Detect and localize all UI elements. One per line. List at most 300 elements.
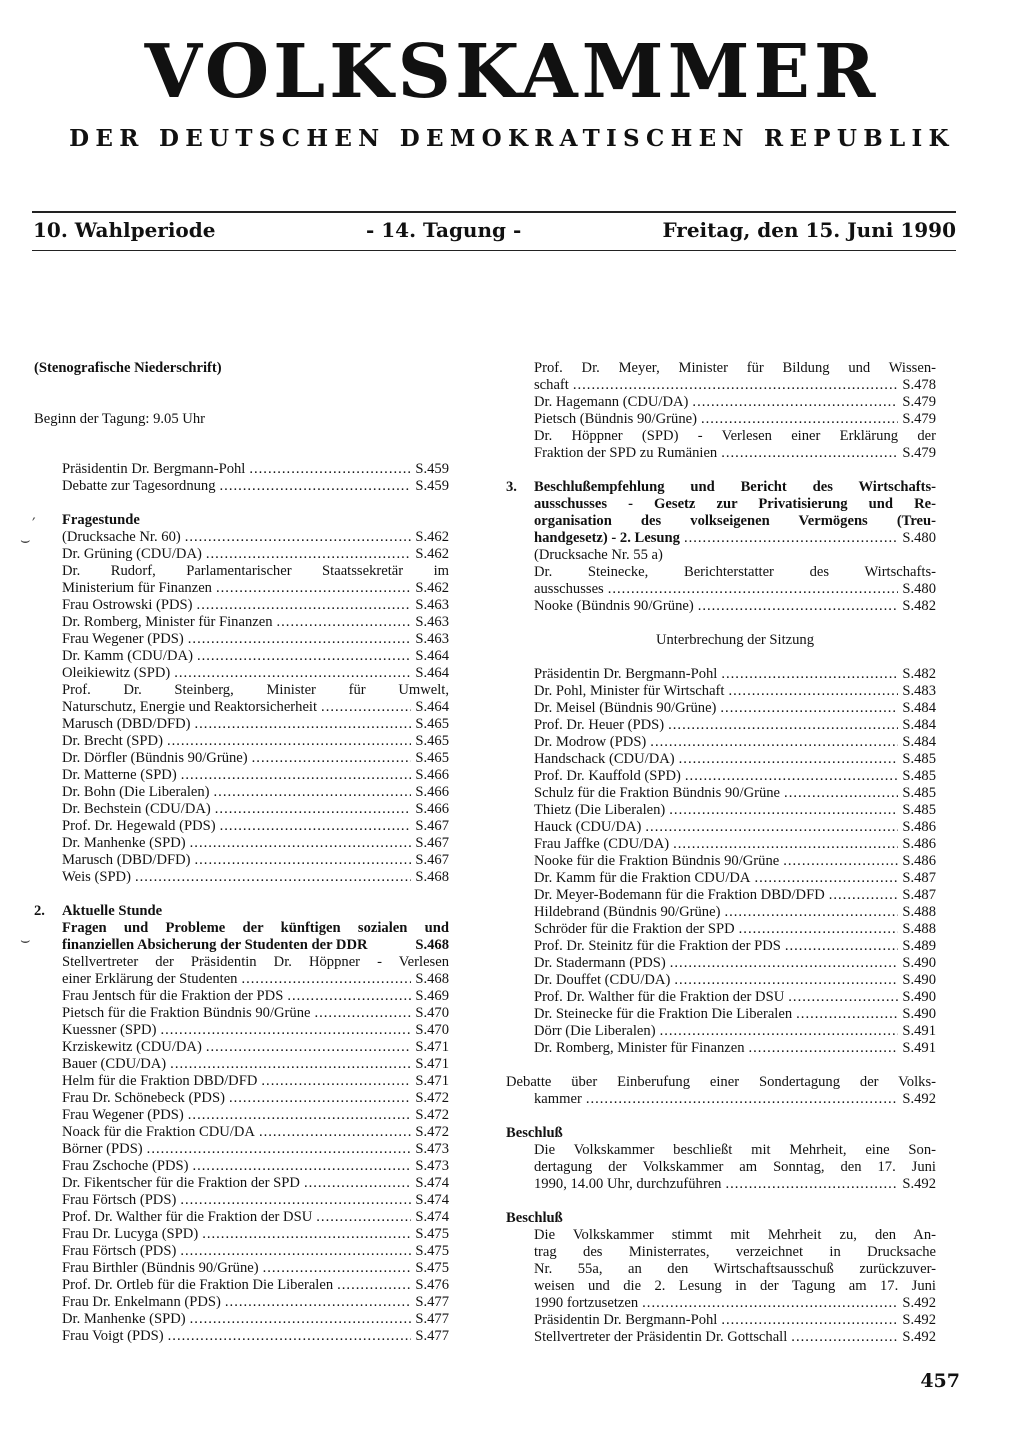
dot-leader [788,989,898,1006]
toc-entry-page: S.464 [415,699,449,715]
toc-entry-page: S.459 [415,461,449,477]
toc-entry-page: S.477 [415,1294,449,1310]
toc-entry-text: Dr. Pohl, Minister für Wirtschaft [534,683,725,699]
dot-leader [259,1124,411,1141]
toc-entry [506,734,936,751]
toc-entry [34,597,449,614]
dot-leader [220,478,412,495]
toc-entry-text: Frau Birthler (Bündnis 90/Grüne) [62,1260,259,1276]
toc-entry-page: S.473 [415,1141,449,1157]
toc-entry-page: S.485 [902,785,936,801]
toc-entry-page: S.475 [415,1243,449,1259]
toc-entry-text: Marusch (DBD/DFD) [62,716,191,732]
dot-leader [650,734,898,751]
toc-entry-text: Handschack (CDU/DA) [534,751,675,767]
toc-entry-page: S.472 [415,1124,449,1140]
toc-entry [34,869,449,886]
dot-leader [215,801,412,818]
toc-entry-page: S.459 [415,478,449,494]
dot-leader [287,988,411,1005]
dot-leader [785,938,898,955]
toc-entry-text: Schröder für die Fraktion der SPD [534,921,735,937]
toc-entry [34,1226,449,1243]
dot-leader [304,1175,411,1192]
toc-entry-page: S.484 [902,700,936,716]
toc-entry-page: S.471 [415,1039,449,1055]
toc-entry [34,1039,449,1056]
toc-entry [506,819,936,836]
beschluss1-line1: Die Volkskammer beschließt mit Mehrheit, eine Son- [534,1142,936,1158]
dot-leader [783,853,898,870]
toc-entry-page: S.477 [415,1311,449,1327]
toc-entry-text: Prof. Dr. Steinberg, Minister für Umwelt, [62,682,449,698]
toc-entry-text: Oleikiewitz (SPD) [62,665,171,681]
toc-entry [34,1209,449,1226]
toc-entry-page: S.466 [415,801,449,817]
toc-entry-text: Stellvertreter der Präsidentin Dr. Höppner - Verlesen [62,954,449,970]
right-column [506,360,936,1346]
beschluss2-line3: Nr. 55a, an den Wirtschaftsausschuß zurückzuver- [534,1261,936,1277]
toc-entry-text: Frau Ostrowski (PDS) [62,597,193,613]
toc-entry [34,1294,449,1311]
toc-entry [506,564,936,581]
toc-entry-text: Helm für die Fraktion DBD/DFD [62,1073,258,1089]
item3-list [506,564,936,615]
dot-leader [206,1039,412,1056]
dot-leader [668,717,898,734]
toc-entry [34,1277,449,1294]
dot-leader [728,683,898,700]
toc-entry [506,1040,936,1057]
toc-entry-text: Frau Dr. Lucyga (SPD) [62,1226,199,1242]
toc-entry-page: S.479 [902,445,936,461]
dot-leader [720,700,898,717]
toc-entry-text: Frau Voigt (PDS) [62,1328,164,1344]
toc-entry-page: S.484 [902,717,936,733]
toc-entry [506,938,936,955]
toc-entry-text: Dr. Matterne (SPD) [62,767,177,783]
toc-entry-page: S.467 [415,835,449,851]
toc-entry-page: S.471 [415,1073,449,1089]
toc-entry-page: S.492 [902,1312,936,1328]
session: - 14. Tagung - [366,218,522,242]
toc-entry-page: S.485 [902,768,936,784]
toc-entry [34,665,449,682]
beschluss1-line3: 1990, 14.00 Uhr, durchzuführen ..... S.492 [506,1176,936,1193]
beschluss1-heading: Beschluß [506,1125,563,1141]
dot-leader [673,836,898,853]
toc-entry-text: Dr. Steinecke, Berichterstatter des Wirtschafts- [534,564,936,580]
item1-title: Fragestunde [62,512,140,528]
toc-entry-text: Dörr (Die Liberalen) [534,1023,656,1039]
toc-entry [506,853,936,870]
toc-entry-text: Prof. Dr. Walther für die Fraktion der DSU [534,989,785,1005]
toc-entry [506,445,936,462]
item2-list [34,954,449,1345]
toc-entry-page: S.485 [902,751,936,767]
toc-entry-text: Dr. Rudorf, Parlamentarischer Staatssekretär im [62,563,449,579]
item3-heading-line3: organisation des volkseigenen Vermögens (Treu- [534,513,936,529]
toc-entry [34,461,449,478]
toc-entry-text: Ministerium für Finanzen [62,580,212,596]
toc-entry [506,598,936,615]
page-number: 457 [920,1370,960,1392]
toc-entry-text: Marusch (DBD/DFD) [62,852,191,868]
dot-leader [749,1040,899,1057]
toc-entry-page: S.470 [415,1005,449,1021]
dot-leader [721,445,898,462]
dot-leader [739,921,899,938]
toc-entry-page: S.486 [902,836,936,852]
toc-entry-text: Dr. Manhenke (SPD) [62,1311,186,1327]
toc-entry [34,801,449,818]
dot-leader [754,870,898,887]
dot-leader [784,785,898,802]
toc-entry-page: S.490 [902,1006,936,1022]
toc-entry [34,699,449,716]
dot-leader [277,614,412,631]
toc-entry [506,955,936,972]
toc-entry-text: Dr. Manhenke (SPD) [62,835,186,851]
toc-entry-text: (Drucksache Nr. 60) [62,529,181,545]
toc-entry [506,377,936,394]
dot-leader [135,869,411,886]
dot-leader [170,1056,411,1073]
toc-entry-page: S.479 [902,394,936,410]
steno-note: (Stenografische Niederschrift) [34,360,222,376]
toc-entry [506,428,936,445]
beschluss2-line1: Die Volkskammer stimmt mit Mehrheit zu, den An- [534,1227,936,1243]
toc-entry-page: S.468 [415,869,449,885]
toc-entry [34,1005,449,1022]
toc-entry [34,546,449,563]
toc-entry-page: S.462 [415,529,449,545]
toc-entry-page: S.488 [902,904,936,920]
dot-leader [692,394,898,411]
toc-entry [34,988,449,1005]
toc-entry [506,1023,936,1040]
dot-leader [829,887,899,904]
toc-entry [34,614,449,631]
toc-entry-page: S.482 [902,598,936,614]
beschluss1-line2: dertagung der Volkskammer am Sonntag, den 17. Juni [534,1159,936,1175]
dot-leader [698,598,899,615]
toc-entry-text: Prof. Dr. Heuer (PDS) [534,717,665,733]
dot-leader [645,819,898,836]
toc-entry-page: S.465 [415,750,449,766]
toc-entry-page: S.486 [902,819,936,835]
toc-entry-page: S.478 [902,377,936,393]
toc-entry-text: Frau Dr. Schönebeck (PDS) [62,1090,225,1106]
toc-entry [34,1328,449,1345]
dot-leader [249,461,411,478]
toc-entry-text: Frau Förtsch (PDS) [62,1243,177,1259]
item3-heading-line2: ausschusses - Gesetz zur Privatisierung und Re- [534,496,936,512]
margin-mark: ′ [32,514,36,533]
toc-entry [34,852,449,869]
toc-entry [34,716,449,733]
dot-leader [192,1158,411,1175]
toc-entry [506,870,936,887]
continued-list [506,360,936,462]
toc-entry-page: S.484 [902,734,936,750]
beschluss2-heading: Beschluß [506,1210,563,1226]
dot-leader [214,784,412,801]
item3-heading-line4: handgesetz) - 2. Lesung ..... S.480 [506,530,936,547]
dot-leader [337,1277,411,1294]
dot-leader [721,666,898,683]
toc-entry-text: Dr. Bohn (Die Liberalen) [62,784,210,800]
toc-entry-text: Dr. Meyer-Bodemann für die Fraktion DBD/DFD [534,887,825,903]
toc-entry-page: S.462 [415,580,449,596]
toc-entry-text: Dr. Romberg, Minister für Finanzen [62,614,273,630]
toc-entry-text: Dr. Douffet (CDU/DA) [534,972,671,988]
dot-leader [180,1243,411,1260]
toc-entry [506,666,936,683]
toc-entry [34,1175,449,1192]
toc-entry-page: S.490 [902,955,936,971]
toc-entry-text: Prof. Dr. Meyer, Minister für Bildung und Wissen- [534,360,936,376]
dot-leader [216,580,411,597]
toc-entry-text: Dr. Steinecke für die Fraktion Die Liberalen [534,1006,793,1022]
toc-entry-text: Präsidentin Dr. Bergmann-Pohl [62,461,246,477]
toc-entry-page: S.465 [415,716,449,732]
toc-entry-page: S.475 [415,1260,449,1276]
toc-entry-text: Bauer (CDU/DA) [62,1056,167,1072]
toc-entry [34,784,449,801]
toc-entry [506,921,936,938]
toc-entry-page: S.463 [415,597,449,613]
toc-entry [34,580,449,597]
dot-leader [220,818,412,835]
toc-entry-text: Frau Wegener (PDS) [62,631,184,647]
toc-entry-text: Frau Wegener (PDS) [62,1107,184,1123]
dot-leader [314,1005,411,1022]
toc-entry [34,631,449,648]
toc-entry-page: S.476 [415,1277,449,1293]
item1-list [34,529,449,886]
toc-entry [506,887,936,904]
toc-entry-text: Kuessner (SPD) [62,1022,157,1038]
toc-entry [506,411,936,428]
toc-entry-text: Frau Förtsch (PDS) [62,1192,177,1208]
toc-entry-page: S.492 [902,1329,936,1345]
dot-leader [660,1023,899,1040]
masthead-title: VOLKSKAMMER [144,29,880,115]
toc-entry-text: Prof. Dr. Hegewald (PDS) [62,818,216,834]
toc-entry-text: Pietsch (Bündnis 90/Grüne) [534,411,697,427]
toc-entry [34,529,449,546]
toc-entry-page: S.474 [415,1209,449,1225]
toc-entry-page: S.487 [902,887,936,903]
toc-entry [34,1056,449,1073]
toc-entry-text: Dr. Bechstein (CDU/DA) [62,801,211,817]
toc-entry-text: Dr. Höppner (SPD) - Verlesen einer Erklärung der [534,428,936,444]
toc-entry-text: Börner (PDS) [62,1141,143,1157]
toc-entry-text: Frau Zschoche (PDS) [62,1158,189,1174]
toc-entry-text: Dr. Modrow (PDS) [534,734,647,750]
debate-line2: kammer ..... S.492 [506,1091,936,1108]
toc-entry-text: Dr. Fikentscher für die Fraktion der SPD [62,1175,300,1191]
toc-entry-text: Nooke (Bündnis 90/Grüne) [534,598,694,614]
toc-entry-text: Dr. Grüning (CDU/DA) [62,546,202,562]
toc-entry-text: Noack für die Fraktion CDU/DA [62,1124,255,1140]
toc-entry-page: S.468 [415,971,449,987]
toc-entry-page: S.486 [902,853,936,869]
toc-entry [34,1243,449,1260]
toc-entry [34,682,449,699]
dot-leader [261,1073,411,1090]
toc-entry [506,802,936,819]
toc-entry-text: Dr. Dörfler (Bündnis 90/Grüne) [62,750,248,766]
toc-entry-page: S.482 [902,666,936,682]
toc-entry-text: Frau Jentsch für die Fraktion der PDS [62,988,284,1004]
toc-entry-text: Naturschutz, Energie und Reaktorsicherheit [62,699,318,715]
session-date: Freitag, den 15. Juni 1990 [662,218,956,242]
toc-entry-page: S.491 [902,1023,936,1039]
toc-entry [506,683,936,700]
toc-entry-text: Dr. Kamm für die Fraktion CDU/DA [534,870,751,886]
session-begin: Beginn der Tagung: 9.05 Uhr [34,411,205,427]
toc-entry [34,1158,449,1175]
dot-leader [147,1141,412,1158]
left-column [34,360,449,1345]
toc-entry [34,733,449,750]
period: 10. Wahlperiode [33,218,216,242]
toc-entry-text: Prof. Dr. Kauffold (SPD) [534,768,681,784]
toc-entry-page: S.467 [415,852,449,868]
beschluss2-list [506,1312,936,1346]
toc-entry-text: Prof. Dr. Walther für die Fraktion der DSU [62,1209,313,1225]
toc-entry-text: Hauck (CDU/DA) [534,819,642,835]
header-bottom-rule [32,250,956,251]
toc-entry-text: Dr. Meisel (Bündnis 90/Grüne) [534,700,717,716]
toc-entry [506,972,936,989]
toc-entry-page: S.480 [902,581,936,597]
toc-entry-page: S.470 [415,1022,449,1038]
toc-entry-text: Präsidentin Dr. Bergmann-Pohl [534,666,718,682]
dot-leader [160,1022,411,1039]
toc-entry-text: ausschusses [534,581,604,597]
toc-entry [34,563,449,580]
beschluss2-line4: weisen und die 2. Lesung in der Tagung am 17. Juni [534,1278,936,1294]
dot-leader [195,852,412,869]
toc-entry-page: S.467 [415,818,449,834]
toc-entry-text: Pietsch für die Fraktion Bündnis 90/Grüne [62,1005,311,1021]
interruption-note: Unterbrechung der Sitzung [655,632,815,648]
toc-entry-text: Prof. Dr. Steinitz für die Fraktion der PDS [534,938,781,954]
toc-entry [34,767,449,784]
toc-entry-text: Debatte zur Tagesordnung [62,478,216,494]
toc-entry-page: S.472 [415,1107,449,1123]
toc-entry-page: S.473 [415,1158,449,1174]
item3-heading-line1: 3. Beschlußempfehlung und Bericht des Wirtschafts- [506,479,936,495]
dot-leader [701,411,898,428]
item2-topic-line2: finanziellen Absicherung der Studenten der DDR S.468 [62,937,449,953]
dot-leader [796,1006,898,1023]
toc-entry-page: S.475 [415,1226,449,1242]
toc-entry-text: Fraktion der SPD zu Rumänien [534,445,718,461]
toc-entry [34,818,449,835]
toc-entry-text: Dr. Brecht (SPD) [62,733,163,749]
toc-entry [34,750,449,767]
toc-entry [34,835,449,852]
toc-entry-page: S.469 [415,988,449,1004]
toc-entry-text: Stellvertreter der Präsidentin Dr. Gottschall [534,1329,788,1345]
toc-entry-page: S.477 [415,1328,449,1344]
toc-entry-page: S.472 [415,1090,449,1106]
dot-leader [180,1192,411,1209]
dot-leader [181,767,412,784]
dot-leader [202,1226,411,1243]
dot-leader [225,1294,411,1311]
dot-leader [321,699,411,716]
dot-leader [185,529,412,546]
dot-leader [669,802,898,819]
toc-entry-text: Nooke für die Fraktion Bündnis 90/Grüne [534,853,780,869]
dot-leader [241,971,411,988]
dot-leader [188,1107,412,1124]
dot-leader [190,835,412,852]
toc-entry-text: Frau Dr. Enkelmann (PDS) [62,1294,221,1310]
item2-topic-line1: Fragen und Probleme der künftigen sozialen und [62,920,449,936]
header-top-rule [32,211,956,213]
toc-entry-page: S.490 [902,972,936,988]
toc-entry [34,1141,449,1158]
dot-leader [168,1328,412,1345]
toc-entry [506,836,936,853]
beschluss2-line2: trag des Ministerrates, verzeichnet in Drucksache [534,1244,936,1260]
margin-mark: ⌣ [20,930,31,949]
toc-entry-page: S.462 [415,546,449,562]
item2-heading: 2. Aktuelle Stunde [34,903,163,919]
dot-leader [721,1312,898,1329]
toc-entry [506,700,936,717]
toc-entry-page: S.463 [415,614,449,630]
toc-entry-page: S.466 [415,767,449,783]
toc-entry-page: S.485 [902,802,936,818]
toc-entry-page: S.474 [415,1192,449,1208]
dot-leader [685,768,898,785]
toc-entry [506,394,936,411]
toc-entry-page: S.491 [902,1040,936,1056]
dot-leader [167,733,411,750]
toc-entry-page: S.479 [902,411,936,427]
dot-leader [573,377,898,394]
toc-entry-text: Weis (SPD) [62,869,131,885]
toc-entry [506,360,936,377]
debate-line1: Debatte über Einberufung einer Sondertagung der Volks- [506,1074,936,1090]
dot-leader [724,904,898,921]
toc-entry [34,478,449,495]
dot-leader [316,1209,411,1226]
toc-entry-page: S.483 [902,683,936,699]
dot-leader [252,750,412,767]
toc-entry-text: Schulz für die Fraktion Bündnis 90/Grüne [534,785,781,801]
toc-entry [34,1090,449,1107]
toc-entry [506,904,936,921]
beschluss2-line5: 1990 fortzusetzen ..... S.492 [506,1295,936,1312]
toc-entry-page: S.474 [415,1175,449,1191]
toc-entry-page: S.463 [415,631,449,647]
toc-entry [506,1006,936,1023]
toc-entry [34,1192,449,1209]
toc-entry-page: S.487 [902,870,936,886]
dot-leader [608,581,899,598]
toc-entry-page: S.466 [415,784,449,800]
toc-entry-page: S.471 [415,1056,449,1072]
toc-entry-text: Dr. Stadermann (PDS) [534,955,666,971]
